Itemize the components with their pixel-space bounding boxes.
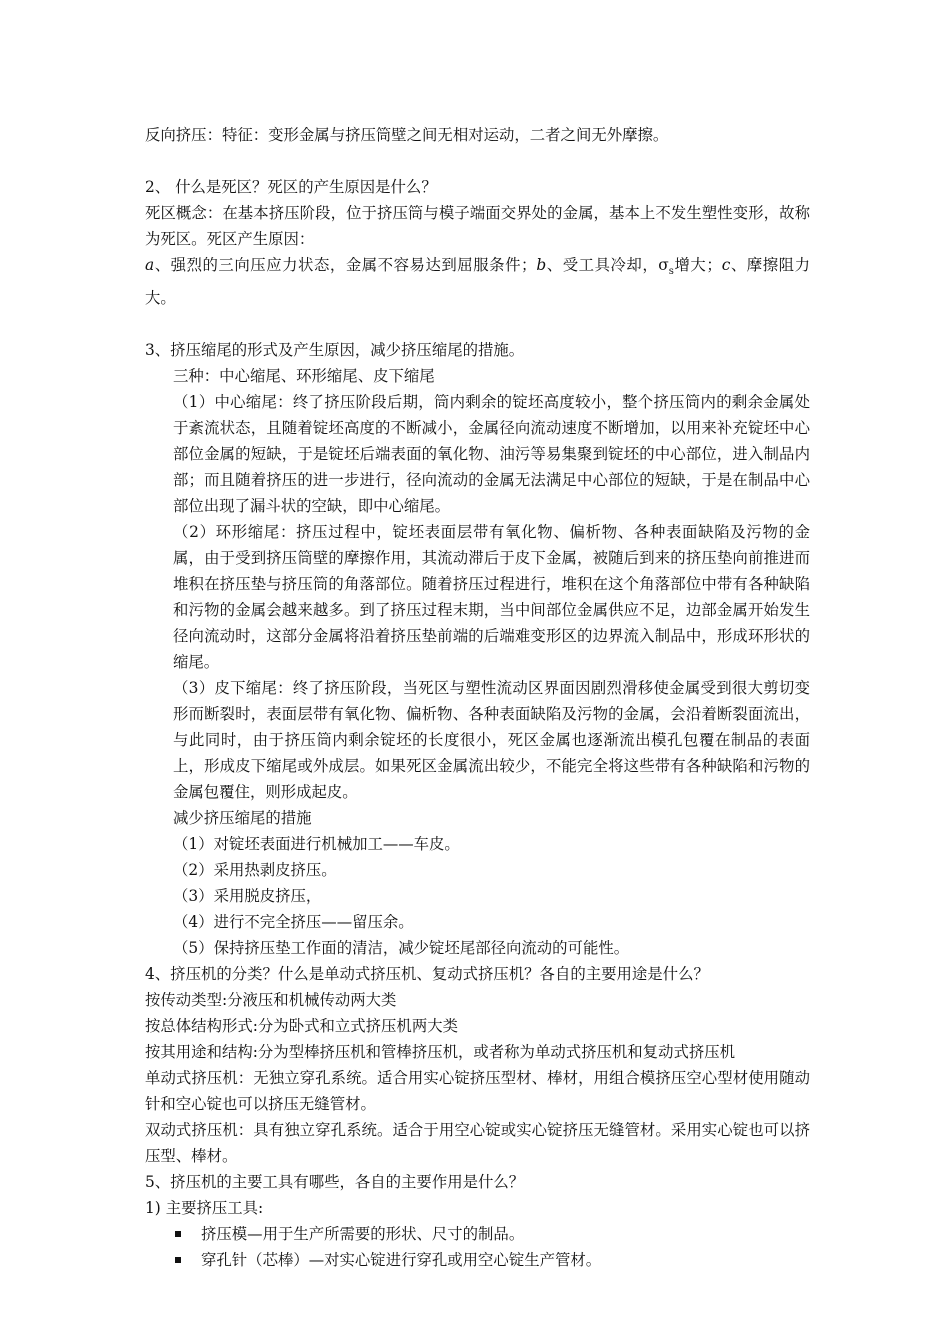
document-page [145,122,810,1273]
square-bullet-icon [175,1257,181,1263]
question-5: 5、挤压机的主要工具有哪些，各自的主要作用是什么？ [145,1173,525,1192]
cause-c-text: 、摩擦阻力大。 [145,256,810,308]
spacer [145,148,810,174]
square-bullet-icon [175,1231,181,1237]
piping-kinds: 三种：中心缩尾、环形缩尾、皮下缩尾 [173,367,435,386]
bullet-item-mandrel [145,1247,810,1273]
classification-structure: 按总体结构形式:分为卧式和立式挤压机两大类 [145,1017,458,1036]
measure-5: （5）保持挤压垫工作面的清洁，减少锭坯尾部径向流动的可能性。 [173,939,630,958]
double-action-press: 双动式挤压机：具有独立穿孔系统。适合于用空心锭或实心锭挤压无缝管材。采用实心锭也可以挤压型、棒材。 [145,1121,810,1166]
cause-c-letter: c [721,256,731,274]
question-4: 4、挤压机的分类？什么是单动式挤压机、复动式挤压机？各自的主要用途是什么？ [145,965,709,984]
main-tools-heading: 1) 主要挤压工具: [145,1199,264,1218]
paragraph-backward-extrusion: 反向挤压：特征：变形金属与挤压筒壁之间无相对运动，二者之间无外摩擦。 [145,126,669,144]
measure-4: （4）进行不完全挤压——留压余。 [173,913,414,932]
sigma-subscript: s [668,266,674,278]
center-piping: （1）中心缩尾：终了挤压阶段后期，筒内剩余的锭坯高度较小，整个挤压筒内的剩余金属处于紊流状态，且随着锭坯高度的不断减小，金属径向流动速度不断增加，以用来补充锭坯中心部位金属的短缺，于是锭坯后端表面的氧化物、油污等易集聚到锭坯的中心部位，进入制品内部；而且随着挤压的进一步进行，径向流动的金属无法满足中心部位的短缺，于是在制品中心部位出现了漏斗状的空缺，即中心缩尾。 [173,393,810,516]
classification-use: 按其用途和结构:分为型棒挤压机和管棒挤压机，或者称为单动式挤压机和复动式挤压机 [145,1043,736,1062]
measure-2: （2）采用热剥皮挤压。 [173,861,337,880]
annular-piping: （2）环形缩尾：挤压过程中，锭坯表面层带有氧化物、偏析物、各种表面缺陷及污物的金属，由于受到挤压筒壁的摩擦作用，其流动滞后于皮下金属，被随后到来的挤压垫向前推进而堆积在挤压垫与挤压筒的角落部位。随着挤压过程进行，堆积在这个角落部位中带有各种缺陷和污物的金属会越来越多。到了挤压过程末期，当中间部位金属供应不足，边部金属开始发生径向流动时，这部分金属将沿着挤压垫前端的后端难变形区的边界流入制品中，形成环形状的缩尾。 [173,523,810,672]
cause-a-text: 、强烈的三向压应力状态，金属不容易达到屈服条件； [154,256,537,274]
bullet-text: 穿孔针（芯棒）—对实心锭进行穿孔或用空心锭生产管材。 [201,1251,602,1270]
classification-drive: 按传动类型:分液压和机械传动两大类 [145,991,397,1010]
question-2: 2、 什么是死区？死区的产生原因是什么？ [145,178,437,196]
measure-1: （1）对锭坯表面进行机械加工——车皮。 [173,835,460,854]
cause-a-letter: a [145,256,155,274]
cause-b-letter: b [536,256,547,274]
measures-heading: 减少挤压缩尾的措施 [173,809,312,828]
single-action-press: 单动式挤压机：无独立穿孔系统。适合用实心锭挤压型材、棒材，用组合模挤压空心型材使用随动针和空心锭也可以挤压无缝管材。 [145,1069,810,1114]
question-3: 3、挤压缩尾的形式及产生原因，减少挤压缩尾的措施。 [145,341,525,360]
subsurface-piping: （3）皮下缩尾：终了挤压阶段，当死区与塑性流动区界面因剧烈滑移使金属受到很大剪切变形而断裂时，表面层带有氧化物、偏析物、各种表面缺陷及污物的金属，会沿着断裂面流出，与此同时，由于挤压筒内剩余锭坯的长度很小，死区金属也逐渐流出模孔包覆在制品的表面上，形成皮下缩尾或外成层。如果死区金属流出较少，不能完全将这些带有各种缺陷和污物的金属包覆住，则形成起皮。 [173,679,810,802]
bullet-text: 挤压模—用于生产所需要的形状、尺寸的制品。 [201,1225,525,1244]
cause-b-text: 、受工具冷却，σ [546,256,669,274]
spacer [145,311,810,337]
cause-b-text-end: 增大； [673,256,722,274]
bullet-item-die [145,1221,810,1247]
dead-zone-concept: 死区概念：在基本挤压阶段，位于挤压筒与模子端面交界处的金属，基本上不发生塑性变形，故称为死区。死区产生原因： [145,204,810,248]
measure-3: （3）采用脱皮挤压， [173,887,322,906]
dead-zone-causes [145,252,810,311]
